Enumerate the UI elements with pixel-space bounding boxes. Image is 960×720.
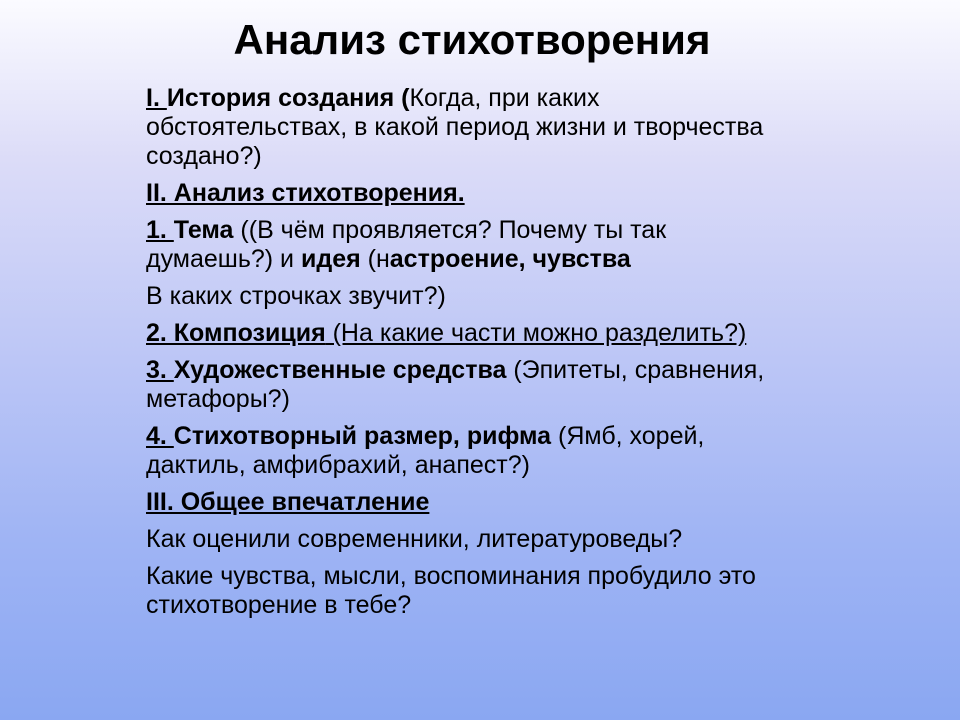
text-run: II. Анализ стихотворения. [146,179,465,207]
plan-item [146,356,786,414]
plan-item [146,216,786,274]
text-run: Художественные средства [173,356,507,384]
text-run: идея [300,245,361,273]
text-run: Тема [173,216,234,244]
text-run: 1. [146,216,174,244]
plan-item [146,84,786,171]
plan-item [146,562,786,620]
page-title: Анализ стихотворения [233,16,711,63]
text-run: В каких строчках звучит?) [146,282,446,310]
text-run: (Ямб, хорей, дактиль, амфибрахий, анапест?) [146,422,705,479]
plan-item [146,282,786,311]
text-run: Когда, при каких обстоятельствах, в какой период жизни и творчества создано?) [146,84,764,170]
text-run: 4. [146,422,174,450]
analysis-plan [146,84,786,628]
text-run: ((В чём проявляется? Почему ты так думаешь?) и [146,216,667,273]
plan-item [146,422,786,480]
text-run: I. [146,84,167,112]
text-run: 2. Композиция [146,319,326,347]
text-run: астроение, чувства [389,245,631,273]
text-run: 3. [146,356,174,384]
text-run: (На какие части можно разделить?) [325,319,747,347]
text-run: (Эпитеты, сравнения, метафоры?) [146,356,765,413]
text-run: III. Общее впечатление [146,488,430,516]
plan-item [146,525,786,554]
plan-item [146,319,786,348]
plan-item [146,488,786,517]
text-run: (н [360,245,390,273]
text-run: Стихотворный размер, рифма [173,422,552,450]
text-run: Как оценили современники, литературоведы? [146,525,683,553]
text-run: История создания ( [166,84,410,112]
plan-item [146,179,786,208]
text-run: Какие чувства, мысли, воспоминания пробудило это стихотворение в тебе? [146,562,756,619]
